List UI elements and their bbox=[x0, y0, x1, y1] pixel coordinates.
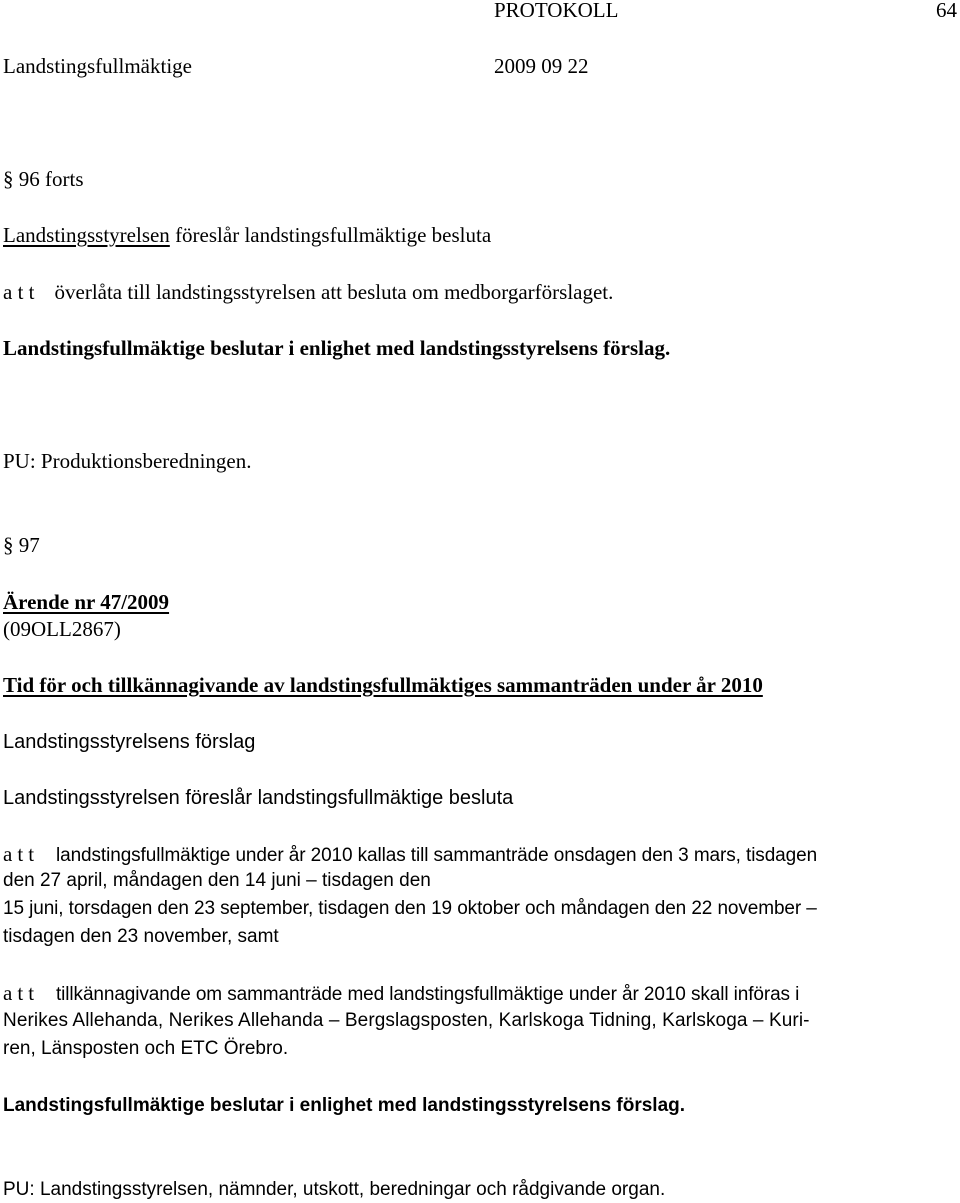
section-96-proposal bbox=[3, 225, 491, 246]
proposal-subject: Landstingsstyrelsen bbox=[3, 223, 170, 247]
att-clause-2-line-2: Nerikes Allehanda, Nerikes Allehanda – Bergslagsposten, Karlskoga Tidning, Karlskoga – Kuri- bbox=[3, 1010, 810, 1031]
section-96-att-clause bbox=[3, 282, 613, 303]
document-title: PROTOKOLL bbox=[494, 0, 619, 22]
case-reference: (09OLL2867) bbox=[3, 617, 121, 641]
att-clause-1-line-3: 15 juni, torsdagen den 23 september, tisdagen den 19 oktober och måndagen den 22 november – bbox=[3, 898, 817, 919]
att-clause-2-label: a t t bbox=[3, 981, 34, 1005]
meeting-date: 2009 09 22 bbox=[494, 54, 589, 78]
section-97-decision: Landstingsfullmäktige beslutar i enlighet med landstingsstyrelsens förslag. bbox=[3, 1095, 686, 1116]
proposal-intro: Landstingsstyrelsen föreslår landstingsfullmäktige besluta bbox=[3, 787, 514, 809]
att-clause-1-label: a t t bbox=[3, 842, 34, 866]
att-clause-2-text: tillkännagivande om sammanträde med landstingsfullmäktige under år 2010 skall införas i bbox=[56, 984, 800, 1005]
proposal-heading: Landstingsstyrelsens förslag bbox=[3, 731, 256, 753]
att-clause-1-line-2: den 27 april, måndagen den 14 juni – tisdagen den bbox=[3, 870, 431, 891]
case-number: Ärende nr 47/2009 bbox=[3, 590, 170, 614]
section-97-heading: § 97 bbox=[3, 533, 40, 557]
att-label: a t t bbox=[3, 280, 35, 304]
att-clause-2-line-1 bbox=[3, 983, 799, 1004]
section-97-recipients: PU: Landstingsstyrelsen, nämnder, utskott, beredningar och rådgivande organ. bbox=[3, 1179, 666, 1200]
section-97-title: Tid för och tillkännagivande av landstingsfullmäktiges sammanträden under år 2010 bbox=[3, 673, 763, 697]
section-96-recipients: PU: Produktionsberedningen. bbox=[3, 449, 252, 473]
att-clause-1-line-1 bbox=[3, 844, 817, 865]
att-clause-1-text: landstingsfullmäktige under år 2010 kallas till sammanträde onsdagen den 3 mars, tisdagen bbox=[56, 845, 818, 866]
att-clause-2-line-3: ren, Länsposten och ETC Örebro. bbox=[3, 1038, 289, 1059]
att-text: överlåta till landstingsstyrelsen att besluta om medborgarförslaget. bbox=[54, 280, 614, 304]
proposal-rest: föreslår landstingsfullmäktige besluta bbox=[169, 223, 492, 247]
section-96-decision: Landstingsfullmäktige beslutar i enlighet med landstingsstyrelsens förslag. bbox=[3, 336, 671, 360]
body-name: Landstingsfullmäktige bbox=[3, 54, 192, 78]
page-number: 64 bbox=[936, 0, 957, 22]
att-clause-1-line-4: tisdagen den 23 november, samt bbox=[3, 926, 279, 947]
section-96-heading: § 96 forts bbox=[3, 167, 84, 191]
